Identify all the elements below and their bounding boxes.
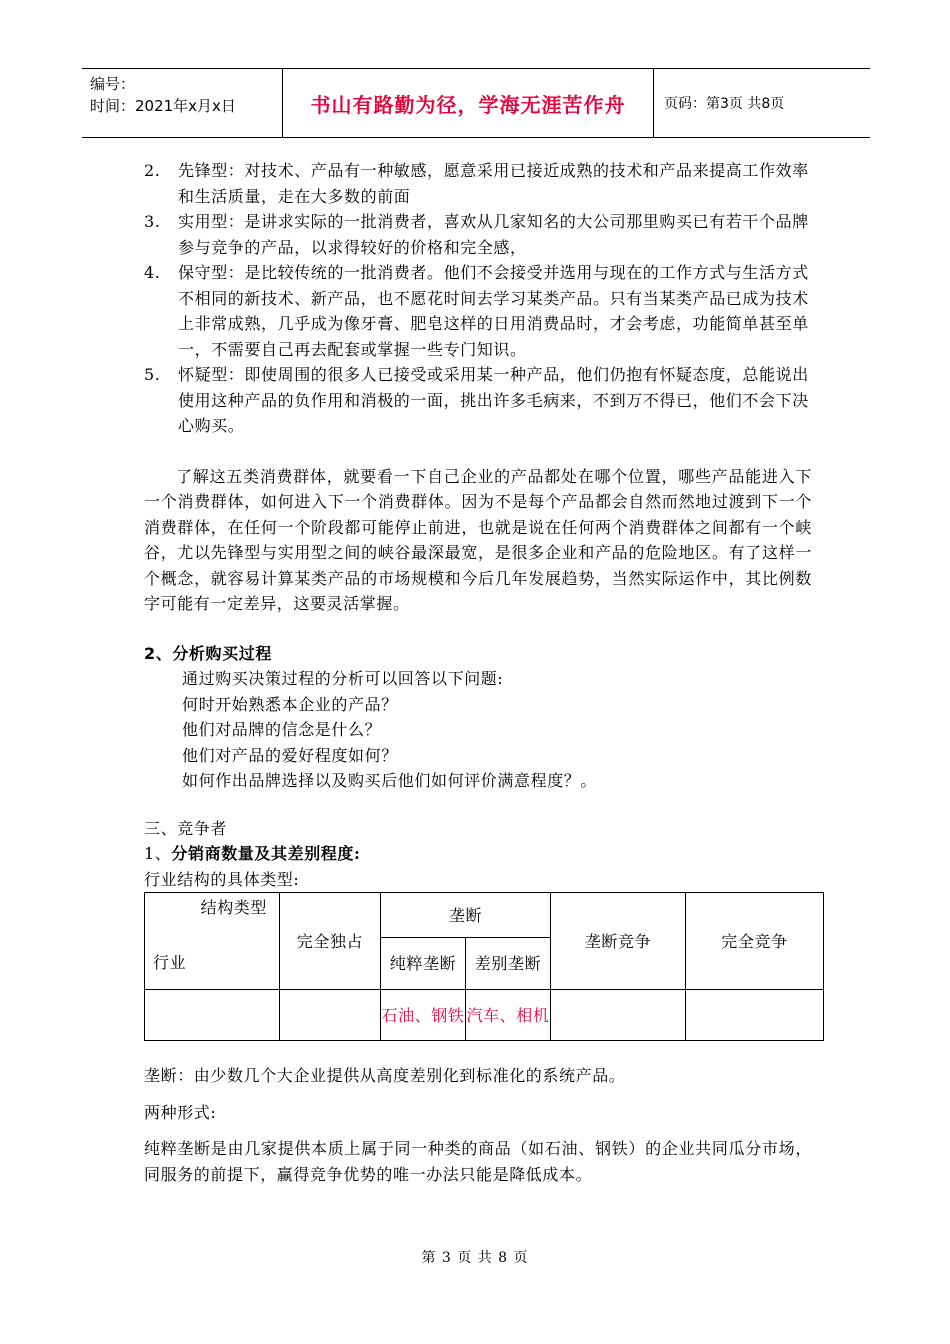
industry-structure-table <box>144 892 824 1041</box>
list-item: 2. 先锋型：对技术、产品有一种敏感，愿意采用已接近成熟的技术和产品来提高工作效率和生活质量，走在大多数的前面 <box>144 161 809 206</box>
question-item: 如何作出品牌选择以及购买后他们如何评价满意程度？。 <box>182 771 598 790</box>
header-oligopoly: 垄断 <box>381 893 551 938</box>
header-meta <box>82 69 282 137</box>
example-differentiated-oligopoly: 汽车、相机 <box>466 990 551 1041</box>
pure-oligopoly-paragraph: 纯粹垄断是由几家提供本质上属于同一种类的商品（如石油、钢铁）的企业共同瓜分市场，同服务的前提下，赢得竞争优势的唯一办法只能是降低成本。 <box>144 1139 812 1184</box>
list-item: 4. 保守型：是比较传统的一批消费者。他们不会接受并选用与现在的工作方式与生活方式不相同的新技术、新产品，也不愿花时间去学习某类产品。只有当某类产品已成为技术上非常成熟，几乎成为像牙膏、肥皂这样的日用消费品时，才会考虑，功能简单甚至单一，不需要自己再去配套或掌握一些专门知识。 <box>144 263 809 359</box>
header-page-number: 页码：第3页 共8页 <box>664 96 785 112</box>
header-complete-monopoly: 完全独占 <box>280 893 381 990</box>
header-monopolistic-competition: 垄断竞争 <box>551 893 686 990</box>
lower-text <box>144 1063 812 1187</box>
list-item: 5. 怀疑型：即使周围的很多人已接受或采用某一种产品，他们仍抱有怀疑态度，总能说出使用这种产品的负作用和消极的一面，挑出许多毛病来，不到万不得已，他们不会下决心购买。 <box>144 365 809 435</box>
doc-date-label: 时间：2021年x月x日 <box>90 97 236 115</box>
header-perfect-competition: 完全竞争 <box>686 893 824 990</box>
table-intro: 行业结构的具体类型: <box>144 869 300 889</box>
list-item: 3. 实用型：是讲求实际的一批消费者，喜欢从几家知名的大公司那里购买已有若干个品牌参与竞争的产品，以求得较好的价格和完全感， <box>144 212 809 257</box>
header-motto: 书山有路勤为径，学海无涯苦作舟 <box>282 69 654 137</box>
body-paragraph: 了解这五类消费群体，就要看一下自己企业的产品都处在哪个位置，哪些产品能进入下一个消费群体，如何进入下一个消费群体。因为不是每个产品都会自然而然地过渡到下一个消费群体，在任何一个阶段都可能停止前进，也就是说在任何两个消费群体之间都有一个峡谷，尤以先锋型与实用型之间的峡谷最深最宽，是很多企业和产品的危险地区。有了这样一个概念，就容易计算某类产品的市场规模和今后几年发展趋势，当然实际运作中，其比例数字可能有一定差异，这要灵活掌握。 <box>144 466 812 613</box>
question-item: 他们对品牌的信念是什么？ <box>182 720 382 739</box>
subheader-pure-oligopoly: 纯粹垄断 <box>381 938 466 990</box>
table-cell <box>145 990 280 1041</box>
question-intro: 通过购买决策过程的分析可以回答以下问题: <box>182 669 504 688</box>
table-cell <box>551 990 686 1041</box>
example-pure-oligopoly: 石油、钢铁 <box>381 990 466 1041</box>
subheader-differentiated-oligopoly: 差别垄断 <box>466 938 551 990</box>
page-header <box>82 68 870 138</box>
section-heading-purchase-process: 2、分析购买过程 <box>144 643 272 663</box>
forms-label: 两种形式: <box>144 1102 217 1122</box>
table-cell <box>280 990 381 1041</box>
table-cell <box>686 990 824 1041</box>
doc-number-label: 编号： <box>90 75 136 93</box>
oligopoly-definition: 垄断：由少数几个大企业提供从高度差别化到标准化的系统产品。 <box>144 1066 626 1085</box>
question-item: 他们对产品的爱好程度如何？ <box>182 745 398 765</box>
page-footer: 第 3 页 共 8 页 <box>421 1250 529 1266</box>
table-corner-cell: 结构类型 行业 <box>145 893 280 990</box>
subsection-heading: 1、分销商数量及其差别程度: <box>144 844 361 863</box>
section-title-competitors: 三、竞争者 <box>144 818 228 838</box>
question-item: 何时开始熟悉本企业的产品？ <box>182 694 398 714</box>
document-body <box>144 158 812 1187</box>
